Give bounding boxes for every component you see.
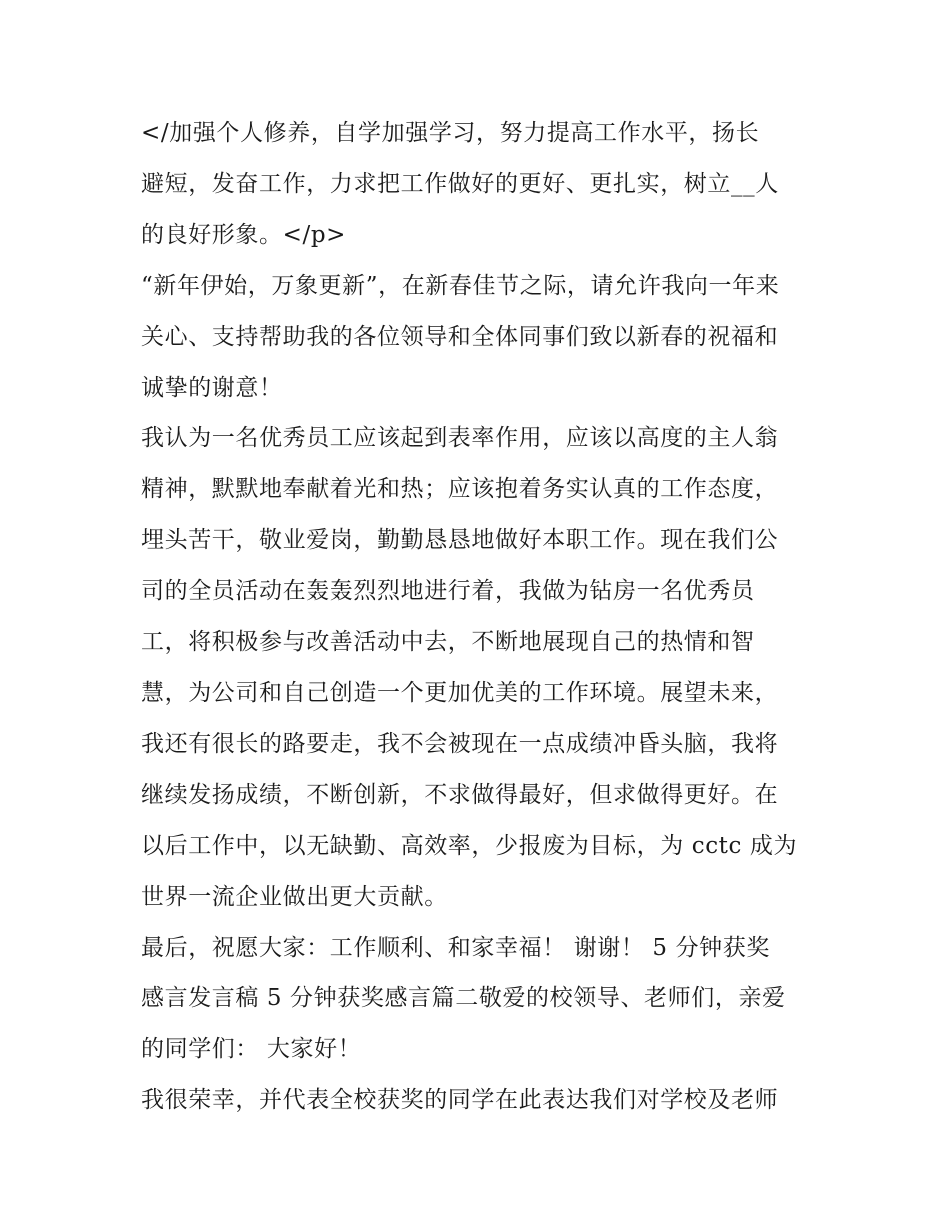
text-line: 最后，祝愿大家：工作顺利、和家幸福！ 谢谢！ 5 分钟获奖 xyxy=(141,934,770,961)
text-line: 关心、支持帮助我的各位领导和全体同事们致以新春的祝福和 xyxy=(141,323,779,350)
text-line: 的良好形象。</p> xyxy=(141,221,347,248)
text-line: 我还有很长的路要走，我不会被现在一点成绩冲昏头脑，我将 xyxy=(141,730,779,757)
text-line: 继续发扬成绩，不断创新，不求做得最好，但求做得更好。在 xyxy=(141,781,779,808)
paragraph xyxy=(141,413,813,922)
text-line: 慧，为公司和自己创造一个更加优美的工作环境。展望未来， xyxy=(141,679,779,706)
text-line: 精神，默默地奉献着光和热；应该抱着务实认真的工作态度， xyxy=(141,476,779,503)
paragraph xyxy=(141,108,813,261)
text-line: </加强个人修养，自学加强学习，努力提高工作水平，扬长 xyxy=(141,120,760,146)
paragraph xyxy=(141,261,813,414)
text-line: 司的全员活动在轰轰烈烈地进行着，我做为钻房一名优秀员 xyxy=(141,578,755,605)
paragraph xyxy=(141,1075,813,1126)
text-line: “新年伊始，万象更新”，在新春佳节之际，请允许我向一年来 xyxy=(141,272,780,299)
text-line: 的同学们： 大家好！ xyxy=(141,1036,362,1063)
text-line: 世界一流企业做出更大贡献。 xyxy=(141,883,448,910)
text-line: 以后工作中，以无缺勤、高效率，少报废为目标，为 cctc 成为 xyxy=(141,832,798,859)
text-line: 埋头苦干，敬业爱岗，勤勤恳恳地做好本职工作。现在我们公 xyxy=(141,527,779,554)
text-line: 工，将积极参与改善活动中去，不断地展现自己的热情和智 xyxy=(141,629,755,656)
paragraph xyxy=(141,923,813,1076)
document-body xyxy=(141,108,813,1126)
text-line: 诚挚的谢意！ xyxy=(141,374,283,401)
text-line: 避短，发奋工作，力求把工作做好的更好、更扎实，树立__人 xyxy=(141,170,779,197)
text-line: 我很荣幸，并代表全校获奖的同学在此表达我们对学校及老师 xyxy=(141,1087,779,1114)
text-line: 感言发言稿 5 分钟获奖感言篇二敬爱的校领导、老师们，亲爱 xyxy=(141,985,786,1012)
text-line: 我认为一名优秀员工应该起到表率作用，应该以高度的主人翁 xyxy=(141,425,779,452)
